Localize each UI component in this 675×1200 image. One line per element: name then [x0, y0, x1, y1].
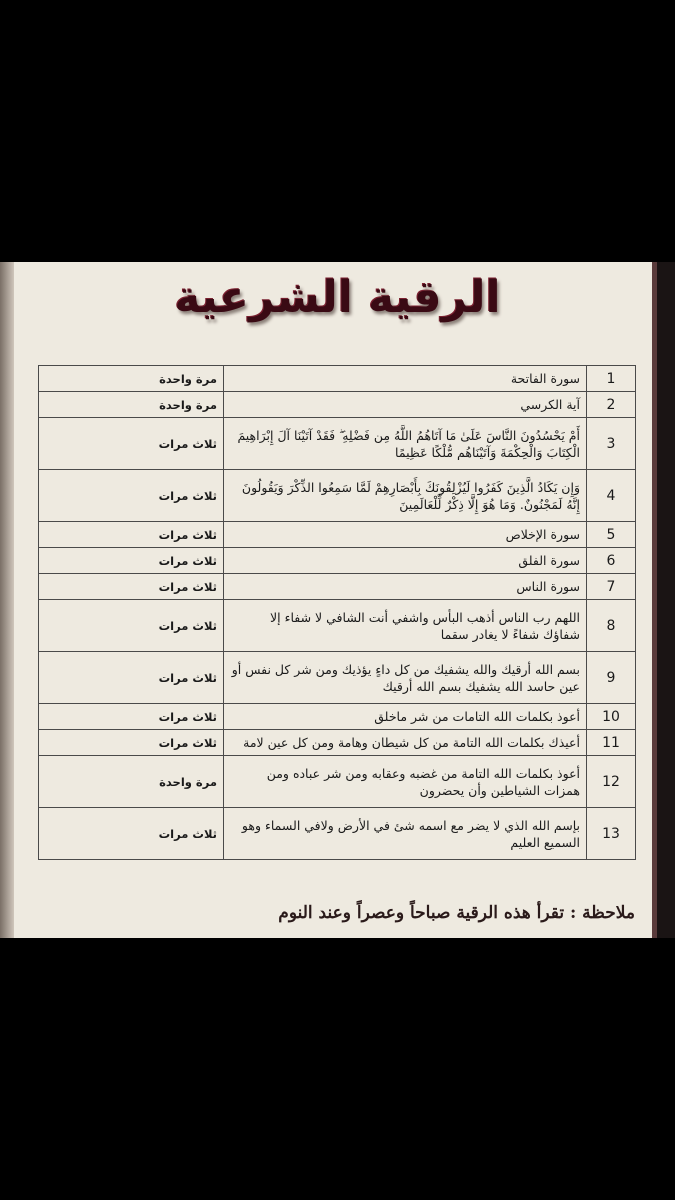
page-edge-shadow: [657, 262, 675, 938]
row-count: ثلاث مرات: [39, 600, 224, 652]
row-number: 5: [587, 522, 636, 548]
note-text: ملاحظة : تقرأ هذه الرقية صباحاً وعصراً وعند النوم: [278, 903, 635, 923]
table-row: [39, 652, 636, 704]
table-row: [39, 548, 636, 574]
row-text: أعيذك بكلمات الله التامة من كل شيطان وهامة ومن كل عين لامة: [224, 730, 587, 756]
row-count: ثلاث مرات: [39, 470, 224, 522]
row-text: سورة الإخلاص: [224, 522, 587, 548]
row-count: ثلاث مرات: [39, 652, 224, 704]
row-number: 8: [587, 600, 636, 652]
row-text: وَإِن يَكَادُ الَّذِينَ كَفَرُوا لَيُزْلِقُونَكَ بِأَبْصَارِهِمْ لَمَّا سَمِعُوا الذِّكْرَ وَيَقُولُونَ إِنَّهُ لَمَجْنُونٌ. وَمَا هُوَ إِلَّا ذِكْرٌ لِّلْعَالَمِينَ: [224, 470, 587, 522]
row-text: اللهم رب الناس أذهب البأس واشفي أنت الشافي لا شفاء إلا شفاؤك شفاءً لا يغادر سقما: [224, 600, 587, 652]
row-count: ثلاث مرات: [39, 808, 224, 860]
table-row: [39, 366, 636, 392]
table-row: [39, 600, 636, 652]
row-number: 2: [587, 392, 636, 418]
row-text: سورة الفلق: [224, 548, 587, 574]
row-text: سورة الفاتحة: [224, 366, 587, 392]
document-page: [0, 262, 675, 938]
page-edge-left: [0, 262, 14, 938]
row-text: بإسم الله الذي لا يضر مع اسمه شئ في الأرض ولافي السماء وهو السميع العليم: [224, 808, 587, 860]
row-number: 10: [587, 704, 636, 730]
table-row: [39, 730, 636, 756]
row-text: سورة الناس: [224, 574, 587, 600]
row-number: 13: [587, 808, 636, 860]
row-number: 9: [587, 652, 636, 704]
row-number: 1: [587, 366, 636, 392]
row-count: مرة واحدة: [39, 392, 224, 418]
table-row: [39, 522, 636, 548]
table-row: [39, 574, 636, 600]
row-count: ثلاث مرات: [39, 522, 224, 548]
table-row: [39, 756, 636, 808]
row-text: أعوذ بكلمات الله التامات من شر ماخلق: [224, 704, 587, 730]
ruqyah-table: [38, 365, 636, 860]
table-row: [39, 704, 636, 730]
table-row: [39, 392, 636, 418]
row-number: 7: [587, 574, 636, 600]
row-count: ثلاث مرات: [39, 704, 224, 730]
row-count: مرة واحدة: [39, 756, 224, 808]
row-number: 4: [587, 470, 636, 522]
table-row: [39, 470, 636, 522]
row-number: 11: [587, 730, 636, 756]
row-text: أعوذ بكلمات الله التامة من غضبه وعقابه ومن شر عباده ومن همزات الشياطين وأن يحضرون: [224, 756, 587, 808]
row-number: 6: [587, 548, 636, 574]
table-row: [39, 808, 636, 860]
row-number: 12: [587, 756, 636, 808]
row-count: مرة واحدة: [39, 366, 224, 392]
page-title: الرقية الشرعية: [174, 272, 501, 323]
row-count: ثلاث مرات: [39, 574, 224, 600]
row-text: بسم الله أرقيك والله يشفيك من كل داءٍ يؤذيك ومن شر كل نفس أو عين حاسد الله يشفيك بسم الله أرقيك: [224, 652, 587, 704]
row-count: ثلاث مرات: [39, 548, 224, 574]
row-text: آية الكرسي: [224, 392, 587, 418]
row-count: ثلاث مرات: [39, 418, 224, 470]
row-count: ثلاث مرات: [39, 730, 224, 756]
table-row: [39, 418, 636, 470]
row-text: أَمْ يَحْسُدُونَ النَّاسَ عَلَىٰ مَا آتَاهُمُ اللَّهُ مِن فَضْلِهِ ۖ فَقَدْ آتَيْنَا آلَ إِبْرَاهِيمَ الْكِتَابَ وَالْحِكْمَةَ وَآتَيْنَاهُم مُّلْكًا عَظِيمًا: [224, 418, 587, 470]
row-number: 3: [587, 418, 636, 470]
